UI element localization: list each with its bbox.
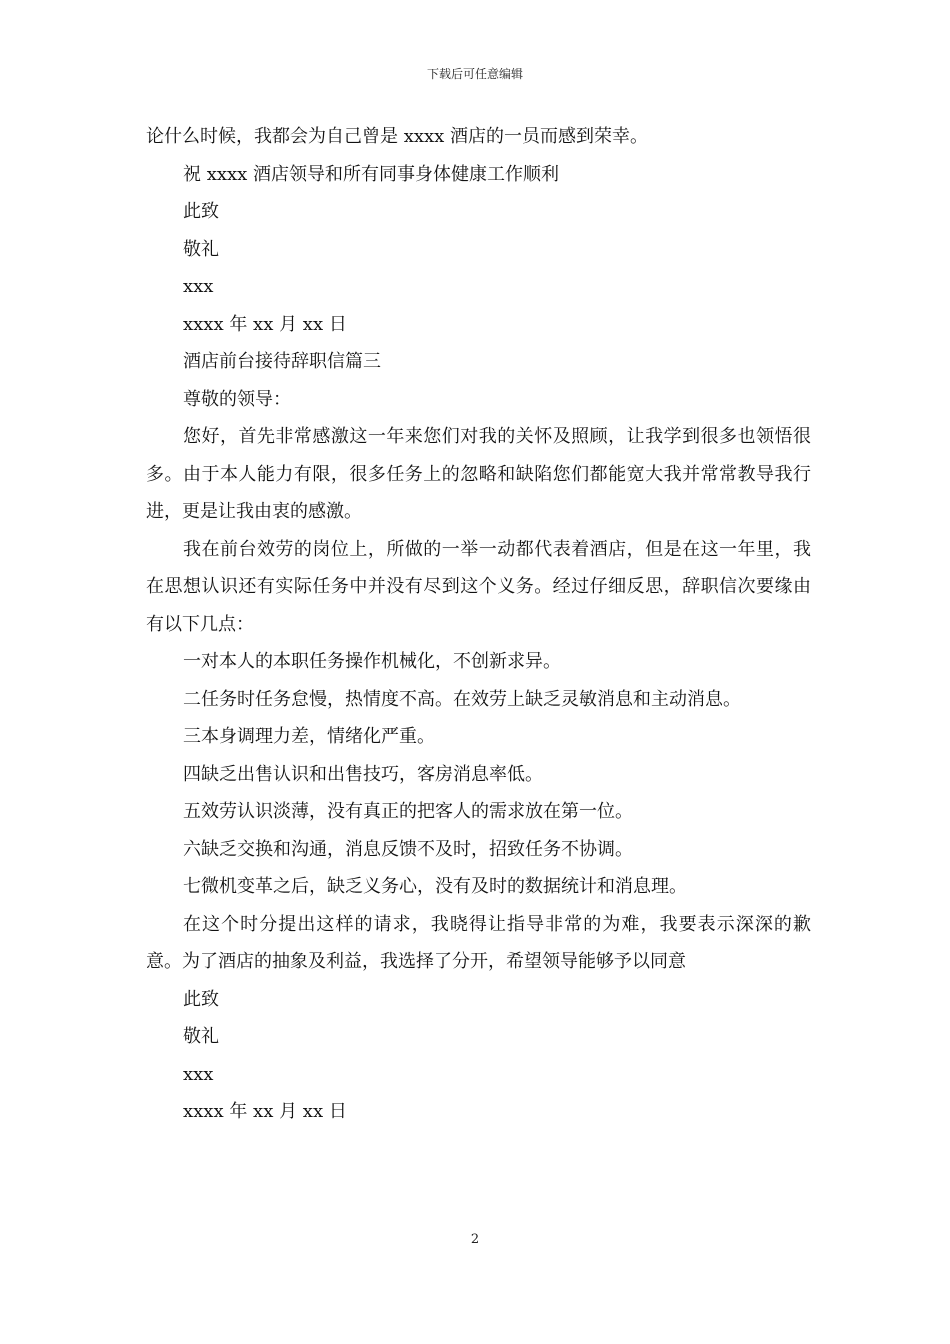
- body-paragraph: 我在前台效劳的岗位上，所做的一举一动都代表着酒店，但是在这一年里，我在思想认识还有实际任务中并没有尽到这个义务。经过仔细反思，辞职信次要缘由有以下几点：: [146, 538, 811, 635]
- list-item: 二任务时任务怠慢，热情度不高。在效劳上缺乏灵敏消息和主动消息。: [183, 688, 741, 710]
- date-line: xxxx 年 xx 月 xx 日: [183, 313, 347, 335]
- text-line: 祝 xxxx 酒店领导和所有同事身体健康工作顺利: [183, 163, 560, 185]
- salutation-line: 此致: [183, 988, 219, 1010]
- section-title: 酒店前台接待辞职信篇三: [183, 351, 381, 372]
- list-item: 一对本人的本职任务操作机械化，不创新求异。: [183, 651, 561, 672]
- closing-paragraph: 在这个时分提出这样的请求，我晓得让指导非常的为难，我要表示深深的歉意。为了酒店的抽象及利益，我选择了分开，希望领导能够予以同意: [146, 913, 811, 972]
- date-line: xxxx 年 xx 月 xx 日: [183, 1101, 347, 1122]
- list-item: 三本身调理力差，情绪化严重。: [183, 726, 435, 747]
- list-item: 五效劳认识淡薄，没有真正的把客人的需求放在第一位。: [183, 801, 633, 822]
- salutation-line: 敬礼: [183, 238, 219, 260]
- signature-line: xxx: [183, 276, 214, 297]
- list-item: 六缺乏交换和沟通，消息反馈不及时，招致任务不协调。: [183, 838, 633, 860]
- page-number: 2: [470, 1232, 480, 1247]
- list-item: 七微机变革之后，缺乏义务心，没有及时的数据统计和消息理。: [183, 876, 687, 897]
- text-line: 论什么时候，我都会为自己曾是 xxxx 酒店的一员而感到荣幸。: [146, 126, 649, 147]
- signature-line: xxx: [183, 1063, 214, 1085]
- greeting-line: 尊敬的领导：: [183, 388, 291, 410]
- body-paragraph: 您好，首先非常感激这一年来您们对我的关怀及照顾，让我学到很多也领悟很多。由于本人能力有限，很多任务上的忽略和缺陷您们都能宽大我并常常教导我行进，更是让我由衷的感激。: [146, 426, 811, 522]
- document-body: [146, 118, 811, 1131]
- salutation-line: 此致: [183, 201, 219, 222]
- list-item: 四缺乏出售认识和出售技巧，客房消息率低。: [183, 763, 543, 785]
- page-header: 下载后可任意编辑: [426, 67, 523, 81]
- salutation-line: 敬礼: [183, 1026, 219, 1047]
